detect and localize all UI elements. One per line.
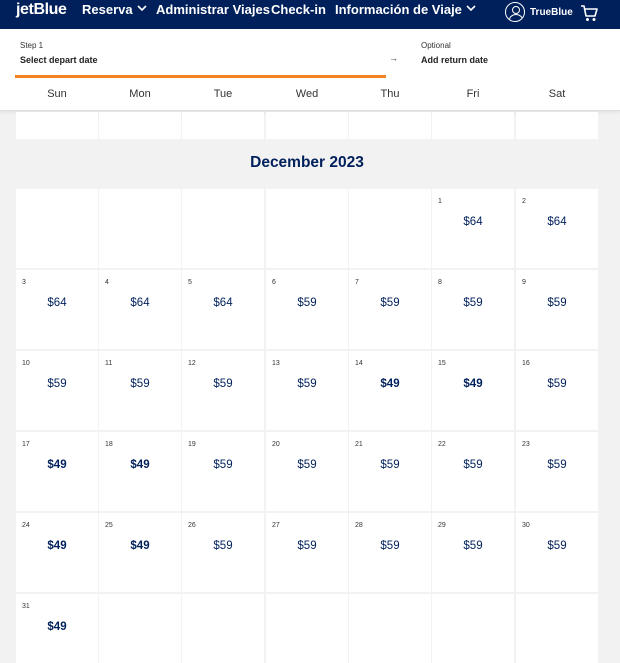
day-fare: $59 [213, 459, 233, 471]
day-number: 4 [105, 279, 109, 286]
calendar-empty-cell [349, 189, 431, 268]
trueblue-account[interactable] [505, 2, 573, 22]
day-fare: $59 [547, 297, 567, 309]
day-fare: $59 [380, 459, 400, 471]
day-number: 29 [438, 522, 446, 529]
calendar-day[interactable] [16, 432, 98, 511]
date-step-selector [0, 29, 620, 79]
calendar-day[interactable] [349, 270, 431, 349]
day-number: 5 [188, 279, 192, 286]
calendar-day[interactable] [516, 270, 598, 349]
weekday-fri: Fri [466, 88, 480, 100]
day-fare: $64 [547, 216, 567, 228]
calendar-day[interactable] [266, 270, 348, 349]
calendar-empty-cell [16, 189, 98, 268]
day-fare: $49 [380, 378, 400, 390]
day-fare: $59 [547, 378, 567, 390]
calendar-cell-previous-month [432, 112, 514, 139]
nav-check-in-label: Check-in [271, 2, 326, 17]
calendar-day[interactable] [266, 432, 348, 511]
day-number: 9 [522, 279, 526, 286]
day-fare: $49 [130, 540, 150, 552]
nav-check-in[interactable] [271, 2, 326, 17]
day-fare: $59 [380, 297, 400, 309]
day-fare: $64 [213, 297, 233, 309]
day-number: 11 [105, 360, 113, 367]
day-fare: $49 [130, 459, 150, 471]
day-fare: $49 [47, 459, 67, 471]
day-fare: $64 [130, 297, 150, 309]
day-number: 14 [355, 360, 363, 367]
day-fare: $59 [130, 378, 150, 390]
weekday-mon: Mon [129, 88, 151, 100]
calendar-day[interactable] [432, 513, 514, 592]
day-fare: $59 [380, 540, 400, 552]
arrow-right-icon: → [389, 53, 398, 63]
day-fare: $59 [297, 378, 317, 390]
calendar-day[interactable] [432, 270, 514, 349]
chevron-down-icon [137, 4, 147, 15]
day-fare: $59 [297, 459, 317, 471]
calendar-day[interactable] [99, 432, 181, 511]
calendar-empty-cell [349, 594, 431, 663]
day-number: 15 [438, 360, 446, 367]
calendar-day[interactable] [516, 189, 598, 268]
calendar-empty-cell [182, 594, 264, 663]
calendar-day[interactable] [16, 351, 98, 430]
jetblue-logo[interactable]: jetBlue [16, 1, 67, 18]
calendar-day[interactable] [182, 513, 264, 592]
day-number: 8 [438, 279, 442, 286]
weekday-sun: Sun [47, 88, 67, 100]
calendar-day[interactable] [16, 513, 98, 592]
calendar-cell-previous-month [266, 112, 348, 139]
calendar-day[interactable] [432, 351, 514, 430]
weekday-sat: Sat [548, 88, 566, 100]
day-number: 23 [522, 441, 530, 448]
day-number: 10 [22, 360, 30, 367]
chevron-down-icon [466, 4, 476, 15]
nav-reserva-label: Reserva [82, 2, 133, 17]
calendar-day[interactable] [16, 594, 98, 663]
day-fare: $59 [547, 459, 567, 471]
day-number: 17 [22, 441, 30, 448]
month-title: December 2023 [250, 154, 364, 171]
calendar-day[interactable] [266, 351, 348, 430]
calendar-empty-cell [99, 594, 181, 663]
depart-step-value: Select depart date [20, 55, 98, 65]
calendar-cell-previous-month [16, 112, 98, 139]
day-fare: $59 [463, 540, 483, 552]
day-number: 20 [272, 441, 280, 448]
day-fare: $59 [213, 378, 233, 390]
depart-step-label: Step 1 [20, 41, 44, 50]
day-fare: $59 [297, 540, 317, 552]
nav-informacion-de-viaje[interactable] [335, 2, 476, 17]
calendar-cell-previous-month [516, 112, 598, 139]
day-number: 25 [105, 522, 113, 529]
day-fare: $59 [47, 378, 67, 390]
day-fare: $49 [47, 540, 67, 552]
day-fare: $64 [463, 216, 483, 228]
day-number: 12 [188, 360, 196, 367]
weekday-thu: Thu [380, 88, 400, 100]
day-number: 18 [105, 441, 113, 448]
weekday-header [0, 79, 620, 111]
day-number: 27 [272, 522, 280, 529]
weekday-wed: Wed [295, 88, 319, 100]
day-number: 19 [188, 441, 196, 448]
day-fare: $64 [47, 297, 67, 309]
calendar-day[interactable] [182, 432, 264, 511]
calendar-cell-previous-month [99, 112, 181, 139]
weekday-tue: Tue [213, 88, 233, 100]
calendar-empty-cell [99, 189, 181, 268]
day-number: 30 [522, 522, 530, 529]
nav-administrar-viajes-label: Administrar Viajes [156, 2, 270, 17]
day-number: 28 [355, 522, 363, 529]
day-fare: $49 [463, 378, 483, 390]
calendar-day[interactable] [16, 270, 98, 349]
calendar-day[interactable] [182, 351, 264, 430]
calendar-cell-previous-month [349, 112, 431, 139]
day-fare: $59 [463, 459, 483, 471]
day-number: 21 [355, 441, 363, 448]
day-fare: $59 [463, 297, 483, 309]
day-number: 6 [272, 279, 276, 286]
active-step-indicator [15, 75, 386, 78]
user-icon [505, 2, 525, 22]
calendar-day[interactable] [349, 513, 431, 592]
calendar-day[interactable] [349, 351, 431, 430]
day-number: 1 [438, 198, 442, 205]
nav-informacion-de-viaje-label: Información de Viaje [335, 2, 462, 17]
top-nav [0, 0, 620, 29]
day-fare: $59 [547, 540, 567, 552]
calendar-day[interactable] [432, 189, 514, 268]
day-number: 2 [522, 198, 526, 205]
return-step-value: Add return date [421, 55, 489, 65]
nav-administrar-viajes[interactable] [156, 2, 270, 17]
day-fare: $59 [213, 540, 233, 552]
return-step-label: Optional [421, 41, 451, 50]
calendar-empty-cell [516, 594, 598, 663]
day-number: 3 [22, 279, 26, 286]
trueblue-label: TrueBlue [530, 6, 573, 18]
day-number: 26 [188, 522, 196, 529]
day-number: 16 [522, 360, 530, 367]
cart-icon[interactable] [580, 3, 598, 23]
day-fare: $49 [47, 621, 67, 633]
day-number: 22 [438, 441, 446, 448]
day-number: 24 [22, 522, 30, 529]
nav-reserva[interactable] [82, 2, 147, 17]
day-number: 31 [22, 603, 30, 610]
calendar-day[interactable] [99, 270, 181, 349]
calendar-day[interactable] [266, 513, 348, 592]
calendar-empty-cell [266, 594, 348, 663]
day-fare: $59 [297, 297, 317, 309]
calendar-day[interactable] [516, 432, 598, 511]
calendar-day[interactable] [182, 270, 264, 349]
calendar-empty-cell [432, 594, 514, 663]
calendar-day[interactable] [349, 432, 431, 511]
day-number: 7 [355, 279, 359, 286]
calendar-cell-previous-month [182, 112, 264, 139]
calendar-empty-cell [266, 189, 348, 268]
calendar-day[interactable] [432, 432, 514, 511]
calendar-day[interactable] [99, 351, 181, 430]
calendar-day[interactable] [516, 351, 598, 430]
calendar-day[interactable] [516, 513, 598, 592]
calendar-day[interactable] [99, 513, 181, 592]
calendar-empty-cell [182, 189, 264, 268]
day-number: 13 [272, 360, 280, 367]
